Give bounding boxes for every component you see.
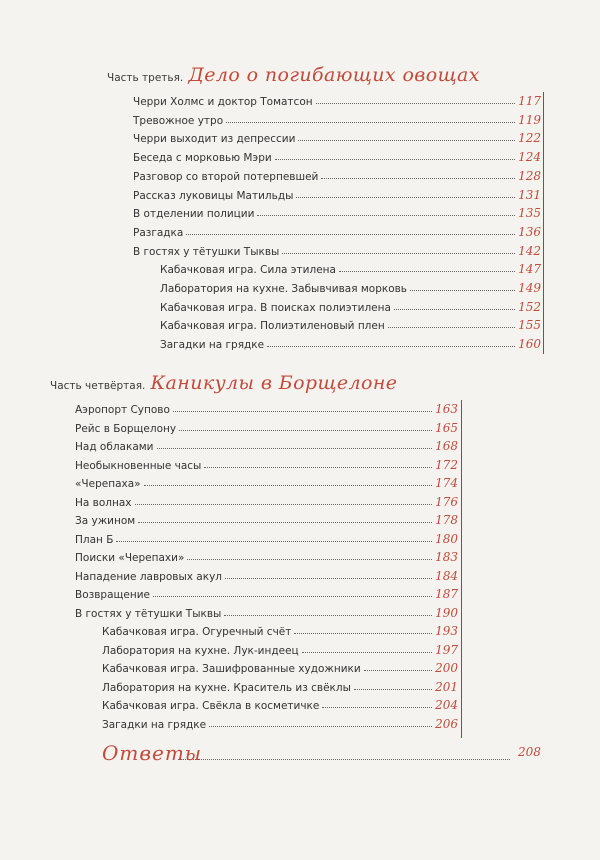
toc-entry-leader — [282, 253, 515, 254]
toc-entry-leader — [186, 234, 515, 235]
toc-entry-title: Необыкновенные часы — [75, 459, 202, 472]
part3-label: Часть третья. — [107, 72, 184, 84]
toc-entry-title: Возвращение — [75, 589, 150, 601]
toc-entry-title: Беседа с морковью Мэри — [133, 152, 272, 165]
toc-entry — [133, 129, 541, 145]
toc-entry-page-number: 160 — [518, 337, 541, 352]
toc-entry-leader — [410, 290, 515, 291]
toc-entry-leader — [296, 197, 515, 198]
toc-entry-page-number: 119 — [518, 112, 541, 127]
toc-entry-leader — [302, 652, 432, 653]
toc-entry-leader — [173, 411, 432, 412]
toc-entry-title: Рассказ луковицы Матильды — [133, 189, 294, 202]
toc-entry-title: Нападение лавровых акул — [75, 570, 222, 583]
toc-entry — [133, 111, 541, 127]
answers-title: Ответы — [102, 741, 203, 765]
toc-entry-leader — [225, 578, 432, 579]
toc-entry — [75, 456, 458, 472]
toc-entry-page-number: 187 — [435, 587, 458, 601]
toc-entry — [75, 530, 458, 546]
toc-entry-leader — [316, 103, 515, 104]
toc-entry-title: В гостях у тётушки Тыквы — [133, 245, 280, 258]
toc-entry — [75, 493, 458, 509]
toc-entry-leader — [322, 707, 432, 708]
toc-entry-page-number: 163 — [435, 402, 458, 416]
toc-entry-page-number: 190 — [435, 605, 458, 620]
toc-entry-page-number: 149 — [518, 281, 541, 295]
toc-entry-leader — [354, 689, 432, 690]
toc-entry — [133, 223, 541, 239]
answers-leader — [178, 759, 510, 760]
toc-entry-leader — [321, 178, 515, 179]
toc-entry — [75, 567, 458, 583]
toc-entry-page-number: 147 — [518, 262, 541, 277]
answers-page-number: 208 — [518, 745, 541, 759]
toc-entry-page-number: 152 — [518, 299, 541, 314]
toc-entry-title: Загадки на грядке — [160, 339, 265, 352]
toc-entry-page-number: 197 — [435, 642, 458, 657]
part3-heading — [107, 64, 480, 86]
toc-entry-leader — [116, 541, 432, 542]
toc-entry-title: Поиски «Черепахи» — [75, 552, 185, 564]
toc-entry-page-number: 184 — [435, 568, 458, 583]
toc-entry — [133, 242, 541, 258]
toc-entry-title: Кабачковая игра. Зашифрованные художники — [102, 663, 361, 675]
toc-entry-leader — [135, 504, 433, 505]
toc-entry-title: План Б — [75, 533, 114, 546]
toc-entry-page-number: 200 — [435, 661, 458, 675]
toc-entry-page-number: 124 — [518, 150, 541, 165]
toc-entry-leader — [388, 327, 515, 328]
toc-entry-page-number: 117 — [518, 94, 541, 108]
toc-entry-page-number: 178 — [435, 513, 458, 527]
toc-entry — [160, 279, 541, 295]
toc-entry-leader — [339, 271, 515, 272]
toc-entry-leader — [138, 522, 432, 523]
toc-entry-title: За ужином — [75, 515, 136, 527]
toc-entry — [133, 186, 541, 202]
part3-divider — [543, 92, 544, 354]
toc-entry-title: В отделении полиции — [133, 208, 255, 221]
toc-entry — [75, 604, 458, 620]
toc-entry — [133, 167, 541, 183]
toc-entry — [75, 511, 458, 527]
toc-entry-page-number: 135 — [518, 206, 541, 221]
toc-entry — [75, 419, 458, 435]
toc-entry — [133, 204, 541, 220]
toc-entry-leader — [153, 596, 432, 597]
toc-entry-leader — [394, 309, 515, 310]
toc-entry — [102, 715, 458, 731]
toc-entry-page-number: 168 — [435, 439, 458, 453]
toc-entry-title: В гостях у тётушки Тыквы — [75, 607, 222, 620]
toc-entry — [133, 148, 541, 164]
toc-entry-leader — [157, 448, 433, 449]
toc-entry-title: «Черепаха» — [75, 478, 141, 490]
toc-entry-page-number: 180 — [435, 531, 458, 546]
toc-entry-page-number: 131 — [518, 187, 541, 202]
toc-entry-page-number: 122 — [518, 131, 541, 146]
toc-entry-title: Кабачковая игра. Огуречный счёт — [102, 626, 292, 638]
toc-entry — [160, 335, 541, 351]
toc-entry-page-number: 142 — [518, 243, 541, 258]
toc-entry — [75, 400, 458, 416]
toc-entry-leader — [226, 122, 515, 123]
toc-entry-title: Над облаками — [75, 441, 154, 453]
toc-entry-page-number: 176 — [435, 494, 458, 509]
toc-entry-page-number: 201 — [435, 679, 458, 694]
toc-entry-title: Загадки на грядке — [102, 718, 207, 731]
toc-entry-title: Лаборатория на кухне. Забывчивая морковь — [160, 283, 407, 295]
toc-entry-title: Рейс в Борщелону — [75, 422, 177, 435]
toc-entry — [102, 641, 458, 657]
toc-entry — [75, 548, 458, 564]
toc-entry-title: Кабачковая игра. Сила этилена — [160, 264, 336, 277]
toc-entry-page-number: 128 — [518, 168, 541, 183]
toc-entry-title: Аэропорт Супово — [75, 404, 170, 416]
part4-heading — [50, 372, 397, 394]
toc-entry — [102, 622, 458, 638]
toc-entry-page-number: 136 — [518, 224, 541, 239]
toc-entry — [75, 585, 458, 601]
toc-entry — [102, 696, 458, 712]
toc-entry-title: Кабачковая игра. В поисках полиэтилена — [160, 301, 391, 314]
toc-entry — [160, 316, 541, 332]
toc-entry — [75, 437, 458, 453]
toc-entry — [160, 298, 541, 314]
toc-entry-page-number: 204 — [435, 698, 458, 712]
part4-divider — [461, 400, 462, 738]
toc-entry — [75, 474, 458, 490]
toc-entry-leader — [257, 215, 515, 216]
toc-entry-leader — [144, 485, 433, 486]
toc-entry-leader — [275, 159, 515, 160]
toc-entry-page-number: 193 — [435, 624, 458, 638]
toc-entry-page-number: 183 — [435, 550, 458, 564]
toc-entry-page-number: 172 — [435, 457, 458, 472]
part4-title: Каникулы в Борщелоне — [150, 372, 398, 394]
toc-entry-leader — [224, 615, 432, 616]
toc-entry-leader — [294, 633, 432, 634]
toc-entry-leader — [267, 346, 515, 347]
toc-entry-title: Лаборатория на кухне. Лук-индеец — [102, 644, 299, 657]
toc-entry-title: Лаборатория на кухне. Краситель из свёклы — [102, 681, 351, 694]
toc-entry-page-number: 155 — [518, 318, 541, 333]
toc-entry — [160, 260, 541, 276]
toc-entry-leader — [204, 467, 432, 468]
toc-entry-title: Кабачковая игра. Свёкла в косметичке — [102, 700, 320, 712]
toc-entry-leader — [298, 140, 515, 141]
toc-entry-page-number: 206 — [435, 716, 458, 731]
toc-entry-leader — [209, 726, 432, 727]
toc-entry-leader — [187, 559, 432, 560]
toc-entry-title: Тревожное утро — [133, 114, 224, 127]
toc-entry — [102, 678, 458, 694]
part3-title: Дело о погибающих овощах — [188, 64, 480, 86]
toc-entry-title: Кабачковая игра. Полиэтиленовый плен — [160, 320, 385, 333]
toc-entry-leader — [179, 430, 432, 431]
toc-entry-leader — [364, 670, 432, 671]
toc-entry-title: На волнах — [75, 496, 132, 509]
toc-entry-title: Черри Холмс и доктор Томатсон — [133, 96, 313, 108]
toc-entry-page-number: 174 — [435, 476, 458, 490]
toc-entry-title: Разгадка — [133, 226, 184, 239]
toc-entry-title: Разговор со второй потерпевшей — [133, 170, 319, 183]
toc-entry-page-number: 165 — [435, 420, 458, 435]
part4-label: Часть четвёртая. — [50, 380, 146, 392]
toc-entry — [102, 659, 458, 675]
toc-entry — [133, 92, 541, 108]
toc-entry-title: Черри выходит из депрессии — [133, 133, 296, 146]
